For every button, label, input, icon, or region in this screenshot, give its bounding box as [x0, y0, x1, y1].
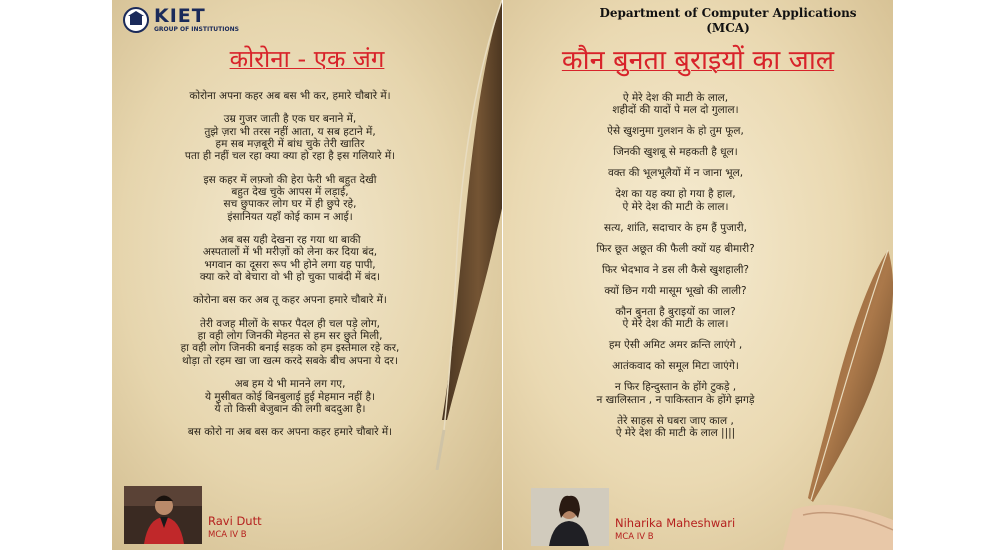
poem-title: कौन बुनता बुराइयों का जाल	[561, 45, 835, 76]
poem-line: ऐसे खुशनुमा गुलशन के हो तुम फूल,	[607, 125, 744, 138]
poem-line: शहीदों की यादों पे मल दो गुलाल।	[612, 104, 739, 117]
stanza	[124, 234, 456, 284]
poem-line: भगवान का दूसरा रूप भी होने लगा यह पापी,	[204, 258, 376, 271]
logo-subtitle: GROUP OF INSTITUTIONS	[154, 26, 239, 33]
poem-line: हम सब मज़बूरी में बांध चुके तेरी खातिर	[215, 138, 365, 151]
stanza-gap	[124, 367, 456, 378]
poem-line: तेरे साहस से घबरा जाए काल ,	[617, 414, 734, 427]
poem-line: फिर भेदभाव ने डस ली कैसे खुशहाली?	[601, 263, 749, 276]
author-block	[124, 486, 262, 544]
poem-line: ऐ मेरे देश की माटी के लाल।	[622, 200, 729, 213]
stanza	[543, 339, 808, 351]
poem-line: क्या करे वो बेचारा वो भी हो चुका पाबंदी में बंद।	[199, 271, 381, 284]
stanza-gap	[543, 255, 808, 264]
poem-line: ये तो किसी बेजुबान की लगी बददुआ है।	[214, 402, 366, 415]
stanza	[543, 92, 808, 117]
poem-line: बस कोरो ना अब बस कर अपना कहर हमारे चौबारे में।	[187, 426, 393, 439]
stanza	[543, 167, 808, 179]
poem-line: फिर छूत अछूत की फैली क्यों यह बीमारी?	[596, 242, 755, 255]
stanza	[543, 306, 808, 331]
poem-line: ऐ मेरे देश की माटी के लाल।	[622, 318, 729, 331]
stanza	[543, 415, 808, 440]
poem-line: ये मुसीबत कोई बिनबुलाई हुई मेहमान नहीं है।	[204, 390, 376, 403]
poem-line: अस्पतालों में भी मरीज़ों को लेना कर दिया बंद,	[202, 246, 378, 259]
stanza	[543, 222, 808, 234]
stanza	[543, 243, 808, 255]
stanza	[543, 188, 808, 213]
poem-line: थोड़ा तो रहम खा जा खत्म करदे सबके बीच अपना ये दर।	[182, 354, 398, 367]
kiet-emblem-icon	[122, 6, 150, 34]
poem-line: अब बस यही देखना रह गया था बाकी	[219, 234, 361, 247]
department-sub: (MCA)	[706, 21, 750, 35]
author-photo	[124, 486, 202, 544]
stanza-gap	[124, 307, 456, 318]
stanza	[543, 381, 808, 406]
poem-line: जिनकी खुशबू से महकती है धूल।	[613, 146, 738, 159]
poem-line: कोरोना अपना कहर अब बस भी कर, हमारे चौबारे में।	[189, 90, 391, 102]
poem-line: न फिर हिन्दुस्तान के होंगे टुकड़े ,	[614, 381, 737, 394]
poem-line: कोरोना बस कर अब तू कहर अपना हमारे चौबारे में।	[193, 294, 387, 307]
stanza-gap	[543, 213, 808, 222]
poem-body	[124, 90, 456, 439]
stanza	[124, 378, 456, 415]
poem-line: क्यों छिन गयी मासूम भूखो की लाली?	[604, 284, 747, 297]
stanza-gap	[124, 415, 456, 426]
poem-body	[543, 92, 808, 439]
poem-card-right	[503, 0, 893, 550]
poem-line: वक्त की भूलभूलैयों में न जाना भूल,	[607, 167, 744, 180]
stanza-gap	[543, 406, 808, 415]
stanza	[124, 174, 456, 224]
author-class: MCA IV B	[208, 530, 247, 540]
department-name: Department of Computer Applications	[599, 6, 857, 20]
author-block	[531, 488, 735, 546]
stanza-gap	[543, 331, 808, 340]
poem-line: बहुत देख चुके आपस में लड़ाई,	[231, 186, 349, 199]
stanza	[543, 264, 808, 276]
poem-line: तुझे ज़रा भी तरस नहीं आता, य सब हटाने में,	[204, 125, 376, 138]
author-photo	[531, 488, 609, 546]
kiet-logo	[122, 6, 239, 34]
poem-line: सत्य, शांति, सदाचार के हम हैं पुजारी,	[604, 221, 747, 234]
poem-line: तेरी वजह मीलों के सफर पैदल ही चल पड़े लोग,	[199, 317, 381, 330]
author-name: Ravi Dutt	[208, 514, 262, 528]
stanza-gap	[543, 352, 808, 361]
author-name: Niharika Maheshwari	[615, 516, 736, 530]
stanza	[124, 113, 456, 163]
poem-line: न खालिस्तान , न पाकिस्तान के होंगे झगड़े	[596, 393, 755, 406]
stanza-gap	[543, 276, 808, 285]
poem-card-left	[112, 0, 502, 550]
stanza	[543, 285, 808, 297]
stanza	[124, 294, 456, 306]
stanza-gap	[543, 373, 808, 382]
poem-line: देश का यह क्या हो गया है हाल,	[615, 188, 736, 201]
stanza	[543, 146, 808, 158]
stanza-gap	[543, 234, 808, 243]
poem-line: पता ही नहीं चल रहा क्या क्या हो रहा है इस गलियारे में।	[184, 150, 396, 163]
poem-line: इंसानियत यहाँ कोई काम न आई।	[227, 210, 353, 223]
stanza-gap	[124, 284, 456, 295]
stanza-gap	[124, 223, 456, 234]
poem-line: ऐ मेरे देश की माटी के लाल ||||	[615, 427, 736, 440]
stanza	[124, 318, 456, 368]
stanza	[124, 426, 456, 438]
poem-title: कोरोना - एक जंग	[229, 45, 385, 73]
stanza-gap	[543, 297, 808, 306]
stanza-gap	[124, 163, 456, 174]
stanza	[543, 125, 808, 137]
poem-line: हा वही लोग जिनकी बनाई सड़क को हम इस्तेमाल रहे कर,	[180, 342, 400, 355]
department-header	[503, 6, 893, 36]
poem-line: ऐ मेरे देश की माटी के लाल,	[622, 92, 729, 104]
logo-name: KIET	[154, 5, 206, 27]
poem-line: उम्र गुजर जाती है एक घर बनाने में,	[223, 113, 357, 126]
poem-line: आतंकवाद को समूल मिटा जाएंगे।	[612, 360, 739, 373]
stanza-gap	[124, 102, 456, 113]
poem-line: हम ऐसी अमिट अमर क्रन्ति लाएंगे ,	[608, 339, 743, 352]
author-class: MCA IV B	[615, 532, 654, 542]
poem-line: सच छुपाकर लोग घर में ही छुपे रहे,	[223, 198, 357, 211]
poem-line: अब हम ये भी मानने लग गए,	[234, 378, 346, 391]
poem-line: हा वही लोग जिनकी मेहनत से हम सर छुते मिली,	[197, 330, 383, 343]
stanza	[124, 90, 456, 102]
poem-line: इस कहर में लफ़्जो की हेरा फेरी भी बहुत देखी	[203, 173, 377, 186]
poem-line: कौन बुनता है बुराइयों का जाल?	[615, 305, 736, 318]
stanza	[543, 360, 808, 372]
